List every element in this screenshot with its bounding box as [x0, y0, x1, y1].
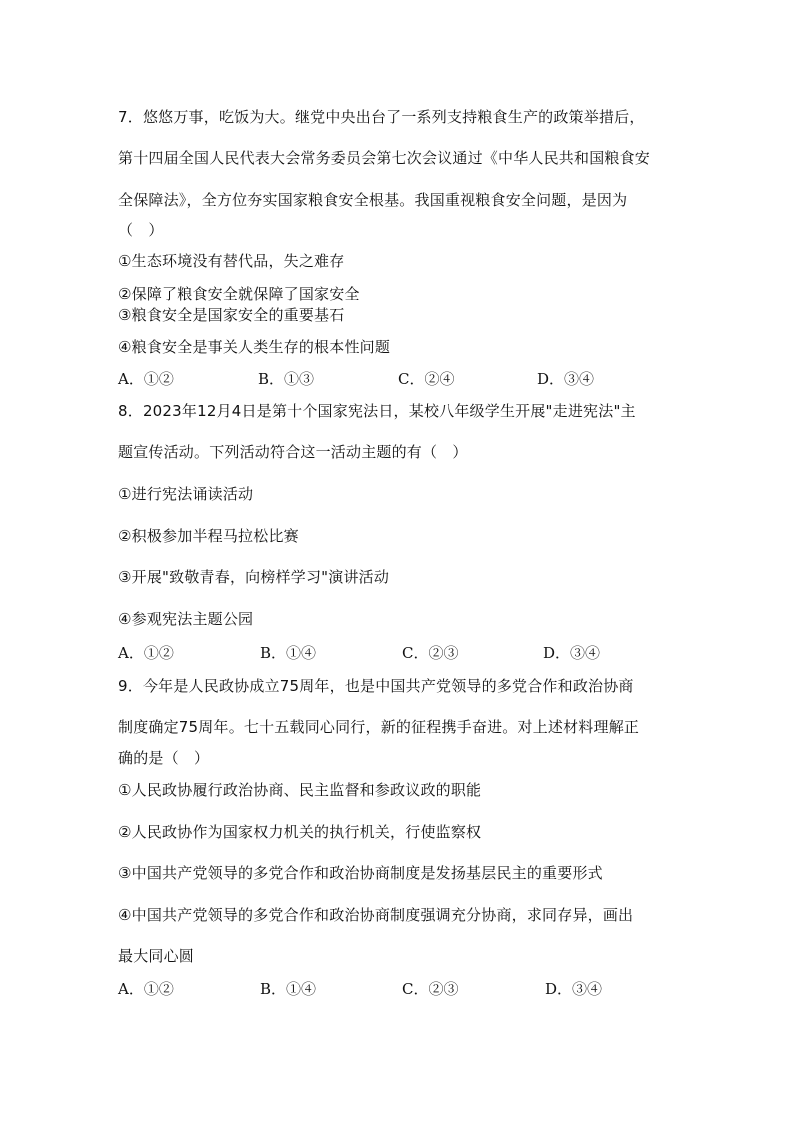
choice-d: D．③④ [543, 644, 601, 662]
statement-item: ②保障了粮食安全就保障了国家安全 [118, 285, 360, 303]
statement-item: ③粮食安全是国家安全的重要基石 [118, 306, 345, 324]
statement-item: ③开展"致敬青春，向榜样学习"演讲活动 [118, 568, 390, 586]
question-stem-line: 8．2023年12月4日是第十个国家宪法日，某校八年级学生开展"走进宪法"主 [118, 402, 636, 420]
statement-item: ④中国共产党领导的多党合作和政治协商制度强调充分协商，求同存异，画出 [118, 906, 634, 924]
statement-item: ④粮食安全是事关人类生存的根本性问题 [118, 338, 391, 356]
statement-item: ④参观宪法主题公园 [118, 610, 254, 628]
choice-a: A．①② [118, 980, 174, 998]
choice-c: C．②④ [398, 370, 455, 388]
statement-item: ②人民政协作为国家权力机关的执行机关，行使监察权 [118, 823, 482, 841]
question-stem-line: 确的是（ ） [118, 749, 210, 767]
choice-d: D．③④ [545, 980, 603, 998]
question-stem-line: 题宣传活动。下列活动符合这一活动主题的有（ ） [118, 443, 468, 461]
statement-item: ③中国共产党领导的多党合作和政治协商制度是发扬基层民主的重要形式 [118, 864, 603, 882]
choice-c: C．②③ [402, 980, 459, 998]
choice-b: B．①④ [260, 980, 317, 998]
statement-item: ①人民政协履行政治协商、民主监督和参政议政的职能 [118, 781, 482, 799]
question-stem-line: 7．悠悠万事，吃饭为大。继党中央出台了一系列支持粮食生产的政策举措后， [118, 108, 645, 126]
statement-item-continuation: 最大同心圆 [118, 947, 195, 965]
choice-d: D．③④ [537, 370, 595, 388]
question-stem-line: 制度确定75周年。七十五载同心同行，新的征程携手奋进。对上述材料理解正 [118, 718, 640, 736]
choice-a: A．①② [118, 644, 174, 662]
choice-b: B．①③ [258, 370, 315, 388]
answer-blank: （ ） [118, 221, 164, 239]
choice-b: B．①④ [260, 644, 317, 662]
statement-item: ①生态环境没有替代品，失之难存 [118, 252, 345, 270]
question-stem-line: 9．今年是人民政协成立75周年，也是中国共产党领导的多党合作和政治协商 [118, 677, 634, 695]
question-stem-line: 第十四届全国人民代表大会常务委员会第七次会议通过《中华人民共和国粮食安 [118, 149, 651, 167]
statement-item: ②积极参加半程马拉松比赛 [118, 527, 299, 545]
choice-c: C．②③ [402, 644, 459, 662]
statement-item: ①进行宪法诵读活动 [118, 485, 254, 503]
question-stem-line: 全保障法》，全方位夯实国家粮食安全根基。我国重视粮食安全问题，是因为 [118, 191, 628, 209]
choice-a: A．①② [118, 370, 174, 388]
